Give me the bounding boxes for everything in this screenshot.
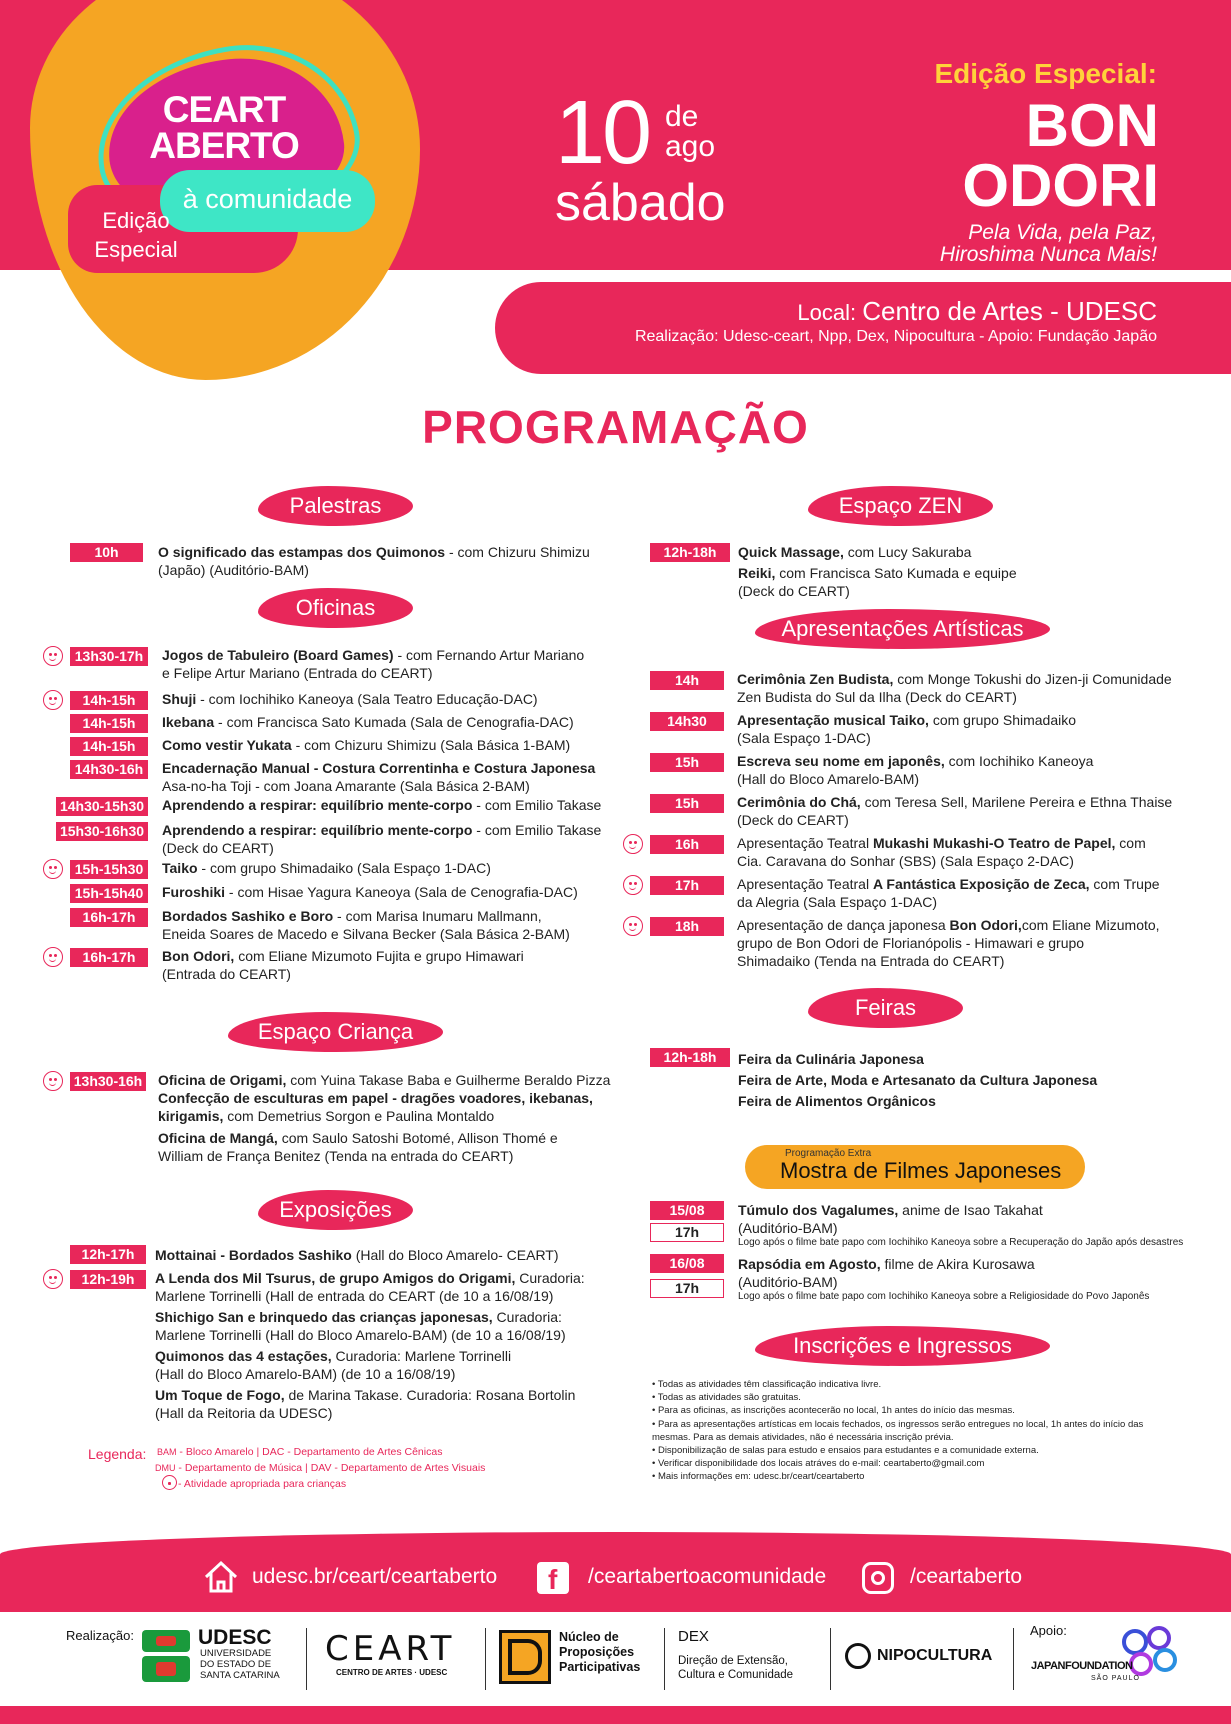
rule-item: • Todas as atividades são gratuitas. [652,1392,801,1404]
list-item: O significado das estampas dos Quimonos - com Chizuru Shimizu (Japão) (Auditório-BAM) [158,544,590,578]
list-item: Como vestir Yukata - com Chizuru Shimizu (Sala Básica 1-BAM) [162,737,571,753]
motto-line2: Hiroshima Nunca Mais! [939,243,1157,266]
local-place: Centro de Artes - UDESC [862,296,1157,326]
child-icon [162,1475,177,1490]
motto-line1: Pela Vida, pela Paz, [968,221,1157,244]
list-item: Bon Odori, com Eliane Mizumoto Fujita e grupo Himawari (Entrada do CEART) [162,948,524,982]
crianca-text: Oficina de Origami, com Yuina Takase Baba e Guilherme Beraldo Pizza Confecção de esculturas em papel - dragões voadores, ikebanas, kirigamis, com Demetrius Sorgon e Paulina Montaldo Oficina de Mangá, com Saulo Satoshi Botomé, Allison Thomé e William de França Benitez (Tenda na entrada do CEART) [158,1072,611,1164]
zen-text: Quick Massage, com Lucy Sakuraba Reiki, com Francisca Sato Kumada e equipe (Deck do CEART) [738,544,1017,599]
section-palestras: Palestras [258,486,413,526]
list-item: Apresentação Teatral A Fantástica Exposição de Zeca, com Trupe da Alegria (Sala Espaço 1-DAC) [737,876,1160,910]
udesc-name: UDESC [198,1626,272,1649]
film-1: Túmulo dos Vagalumes, anime de Isao Takahat (Auditório-BAM) [738,1202,1043,1236]
date-tag: 15/08 [650,1201,724,1220]
date-month: ago [665,130,716,163]
legend-row: - Atividade apropriada para crianças [178,1478,347,1490]
udesc-logo [142,1630,190,1682]
section-espaco-crianca: Espaço Criança [228,1012,443,1052]
logo-edition [76,206,196,264]
japan-foundation-sub: SÃO PAULO [1091,1675,1140,1682]
time-tag: 10h [70,543,143,562]
film-2: Rapsódia em Agosto, filme de Akira Kurosawa (Auditório-BAM) [738,1256,1035,1290]
film-2-note: Logo após o filme bate papo com Iochihiko Kaneoya sobre a Religiosidade do Povo Japonês [738,1291,1150,1302]
section-inscricoes: Inscrições e Ingressos [755,1326,1050,1366]
child-icon [43,1071,63,1091]
time-tag: 12h-17h [70,1245,146,1264]
child-icon [623,875,643,895]
list-item: Aprendendo a respirar: equilíbrio mente-corpo - com Emilio Takase [162,797,602,813]
motto [940,222,1157,266]
time-tag: 16h-17h [70,948,148,967]
dex-sub: Direção de Extensão, Cultura e Comunidade [678,1655,794,1681]
logo-line2: ABERTO [149,125,299,166]
instagram-icon[interactable] [862,1562,894,1594]
time-tag: 17h [650,1279,724,1298]
divider [306,1628,307,1690]
udesc-sub: UNIVERSIDADE DO ESTADO DE SANTA CATARINA [200,1648,280,1681]
local-label: Local: [797,300,863,325]
time-tag: 14h30-16h [70,760,148,779]
time-tag: 16h-17h [70,908,148,927]
time-tag: 13h30-16h [70,1072,146,1091]
event-name-1: BON [1025,92,1159,159]
list-item: Escreva seu nome em japonês, com Iochihiko Kaneoya (Hall do Bloco Amarelo-BAM) [737,753,1094,787]
divider [1013,1628,1014,1690]
list-item: Feira de Arte, Moda e Artesanato da Cultura Japonesa [738,1072,1098,1088]
time-tag: 14h-15h [70,737,148,756]
section-oficinas: Oficinas [258,588,413,628]
feiras-text [738,1049,1198,1112]
event-name-2: ODORI [962,152,1159,219]
child-icon [43,646,63,666]
time-tag: 14h-15h [70,691,148,710]
rule-item: • Disponibilização de salas para estudo e ensaios para estudantes e a comunidade externa. [652,1445,1039,1457]
list-item: Feira de Alimentos Orgânicos [738,1093,936,1109]
mostra-label: Programação Extra [785,1148,872,1159]
list-item: Apresentação musical Taiko, com grupo Shimadaiko (Sala Espaço 1-DAC) [737,712,1077,746]
time-tag: 17h [650,876,724,895]
japan-foundation-name: JAPANFOUNDATION [1031,1660,1133,1672]
time-tag: 14h [650,671,724,690]
logo-edition1: Edição [102,208,170,233]
time-tag: 15h [650,753,724,772]
nipocultura-name: NIPOCULTURA [877,1647,993,1664]
time-tag: 15h30-16h30 [56,822,148,841]
list-item: Ikebana - com Francisca Sato Kumada (Sala de Cenografia-DAC) [162,714,574,730]
date-weekday: sábado [555,174,726,232]
nipocultura-icon [845,1643,871,1669]
date-de: de [665,100,699,133]
instagram-link[interactable]: /ceartaberto [910,1565,1023,1588]
divider [664,1628,665,1690]
list-item: Cerimônia do Chá, com Teresa Sell, Marilene Pereira e Ethna Thaise (Deck do CEART) [737,794,1173,828]
bottom-band [0,1706,1231,1724]
date-tag: 16/08 [650,1254,724,1273]
list-item: Encadernação Manual - Costura Correntinha e Costura Japonesa Asa-no-ha Toji - com Joana Amarante (Sala Básica 2-BAM) [162,760,596,794]
divider [485,1628,486,1690]
child-icon [43,690,63,710]
rules-list [652,1378,1152,1484]
logo-edition2: Especial [94,237,178,262]
rule-item: • Todas as atividades têm classificação indicativa livre. [652,1379,882,1390]
list-item: Apresentação Teatral Mukashi Mukashi-O Teatro de Papel, com Cia. Caravana do Sonhar (SBS) (Sala Espaço 2-DAC) [737,835,1146,869]
mostra-title: Mostra de Filmes Japoneses [780,1158,1062,1183]
child-icon [623,916,643,936]
list-item: Shuji - com Iochihiko Kaneoya (Sala Teatro Educação-DAC) [162,691,538,707]
child-icon [43,1269,63,1289]
time-tag: 15h-15h40 [70,884,148,903]
npp-name: Núcleo de Proposições Participativas [559,1630,641,1674]
rule-item: • Para as oficinas, as inscrições acontecerão no local, 1h antes do início das mesmas. [652,1405,1015,1417]
rule-item: • Verificar disponibilidade dos locais atráves do e-mail: ceartaberto@gmail.com [652,1458,985,1470]
ceart-logo: CEART [325,1629,456,1669]
rule-item: • Para as apresentações artísticas em locais fechados, os ingressos serão entregues no local, 1h antes do início das mesmas. Para as demais atividades, não é necessária inscrição prévia. [652,1418,1144,1443]
section-apresentacoes: Apresentações Artísticas [755,609,1050,649]
programacao-title: PROGRAMAÇÃO [422,401,809,453]
time-tag: 14h30 [650,712,724,731]
time-tag: 12h-18h [650,1048,730,1067]
section-feiras: Feiras [808,988,963,1028]
divider [830,1628,831,1690]
legend-row: BAM - Bloco Amarelo | DAC - Departamento de Artes Cênicas [157,1446,443,1458]
home-icon [203,1560,239,1594]
time-tag: 15h-15h30 [70,860,148,879]
time-tag: 17h [650,1223,724,1242]
ceart-sub: CENTRO DE ARTES · UDESC [336,1668,448,1677]
section-exposicoes: Exposições [258,1190,413,1230]
list-item: Feira da Culinária Japonesa [738,1051,924,1067]
list-item: Aprendendo a respirar: equilíbrio mente-corpo - com Emilio Takase (Deck do CEART) [162,822,602,856]
logo-line1: CEART [162,89,286,130]
list-item: Apresentação de dança japonesa Bon Odori,com Eliane Mizumoto, grupo de Bon Odori de Florianópolis - Himawari e grupo Shimadaiko (Tenda na Entrada do CEART) [737,917,1160,969]
time-tag: 12h-19h [70,1270,146,1289]
apoio-label: Apoio: [1030,1623,1067,1638]
child-icon [43,859,63,879]
list-item: Cerimônia Zen Budista, com Monge Tokushi do Jizen-ji Comunidade Zen Budista do Sul da Ilha (Deck do CEART) [737,671,1172,705]
list-item: Bordados Sashiko e Boro - com Marisa Inumaru Mallmann, Eneida Soares de Macedo e Silvana Becker (Sala Básica 2-BAM) [162,908,570,942]
dex-name: DEX [678,1628,709,1645]
realizacao-label: Realização: [66,1628,134,1643]
exposicoes-text: Mottainai - Bordados Sashiko (Hall do Bloco Amarelo- CEART) A Lenda dos Mil Tsurus, de grupo Amigos do Origami, Curadoria: Marlene Torrinelli (Hall de entrada do CEART (de 10 a 16/08/19) Shichigo San e brinquedo das crianças japonesas, Curadoria: Marlene Torrinelli (Hall do Bloco Amarelo-BAM) (de 10 a 16/08/19) Quimonos das 4 estações, Curadoria: Marlene Torrinelli (Hall do Bloco Amarelo-BAM) (de 10 a 16/08/19) Um Toque de Fogo, de Marina Takase. Curadoria: Rosana Bortolin (Hall da Reitoria da UDESC) [155,1247,585,1421]
time-tag: 13h30-17h [70,647,148,666]
npp-logo [499,1630,551,1684]
date-day: 10 [555,83,650,183]
time-tag: 14h-15h [70,714,148,733]
legend-title: Legenda: [88,1446,147,1462]
list-item: Taiko - com grupo Shimadaiko (Sala Espaço 1-DAC) [162,860,491,876]
time-tag: 12h-18h [650,543,730,562]
section-espaco-zen: Espaço ZEN [808,486,993,526]
legend-row: DMU - Departamento de Música | DAV - Departamento de Artes Visuais [155,1462,486,1474]
time-tag: 18h [650,917,724,936]
logo-sub: à comunidade [182,184,353,214]
film-1-note: Logo após o filme bate papo com Iochihiko Kaneoya sobre a Recuperação do Japão após desastres [738,1237,1184,1248]
credits: Realização: Udesc-ceart, Npp, Dex, Nipocultura - Apoio: Fundação Japão [634,328,1157,345]
list-item: Furoshiki - com Hisae Yagura Kaneoya (Sala de Cenografia-DAC) [162,884,578,900]
facebook-link[interactable]: /ceartabertoacomunidade [588,1565,827,1588]
child-icon [43,947,63,967]
edition-label: Edição Especial: [934,58,1157,89]
rule-item: • Mais informações em: udesc.br/ceart/ceartaberto [652,1471,865,1483]
local [797,296,1157,327]
child-icon [623,834,643,854]
time-tag: 14h30-15h30 [56,797,148,816]
time-tag: 16h [650,835,724,854]
logo-title [144,89,304,166]
site-link[interactable]: udesc.br/ceart/ceartaberto [252,1565,498,1588]
list-item: Jogos de Tabuleiro (Board Games) - com Fernando Artur Mariano e Felipe Artur Mariano (Entrada do CEART) [162,647,585,681]
facebook-icon[interactable]: f [537,1562,569,1594]
time-tag: 15h [650,794,724,813]
